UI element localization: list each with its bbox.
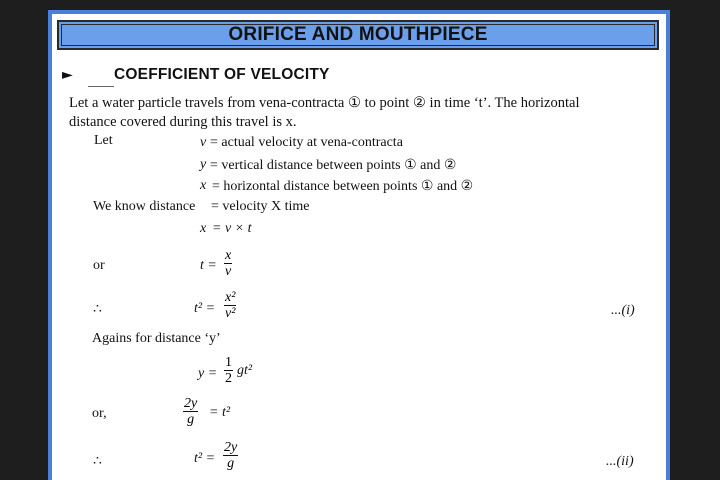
eq3-tag: ...(i) bbox=[611, 303, 635, 318]
def-text-v: = actual velocity at vena-contracta bbox=[210, 135, 403, 150]
eq6-tag: ...(ii) bbox=[606, 454, 634, 469]
bullet-arrow-icon: ► bbox=[62, 67, 73, 83]
eq2-fraction bbox=[224, 248, 232, 279]
eq6-numerator: 2y bbox=[224, 440, 238, 455]
intro-line-1: Let a water particle travels from vena-contracta ① to point ② in time ‘t’. The horizontal bbox=[69, 95, 580, 111]
eq4-denominator: 2 bbox=[225, 371, 232, 386]
eq1-rhs: = v × t bbox=[212, 221, 252, 236]
eq3-denominator: v² bbox=[225, 306, 236, 321]
again-label: Agains for distance ‘y’ bbox=[92, 331, 221, 346]
eq6-therefore: ∴ bbox=[93, 454, 102, 469]
title-bar bbox=[57, 20, 659, 50]
eq3-fraction bbox=[224, 290, 236, 321]
def-text-y: = vertical distance between points ① and ② bbox=[210, 158, 457, 173]
eq4-lhs: y = bbox=[198, 366, 218, 381]
eq5-numerator: 2y bbox=[184, 396, 198, 411]
def-symbol-v: v bbox=[200, 135, 207, 150]
eq5-denominator: g bbox=[187, 412, 195, 427]
eq5-fraction bbox=[183, 396, 198, 427]
def-text-x: = horizontal distance between points ① and ② bbox=[212, 179, 474, 194]
eq2-lhs: t = bbox=[200, 258, 217, 273]
we-know-label: We know distance bbox=[93, 199, 196, 214]
eq6-lhs: t² = bbox=[194, 451, 216, 466]
eq5-label: or, bbox=[92, 406, 107, 421]
eq4-numerator: 1 bbox=[225, 355, 232, 370]
eq1-lhs: x bbox=[200, 221, 207, 236]
eq4-fraction bbox=[224, 355, 233, 386]
let-label: Let bbox=[94, 133, 113, 148]
eq2-numerator: x bbox=[225, 248, 232, 263]
eq6-fraction bbox=[223, 440, 238, 471]
eq2-denominator: v bbox=[225, 264, 232, 279]
eq2-label: or bbox=[93, 258, 105, 273]
section-heading: COEFFICIENT OF VELOCITY bbox=[114, 66, 330, 83]
we-know-text: = velocity X time bbox=[211, 199, 310, 214]
eq3-lhs: t² = bbox=[194, 301, 216, 316]
page-title: ORIFICE AND MOUTHPIECE bbox=[228, 24, 488, 45]
document-page bbox=[52, 14, 666, 480]
eq3-numerator: x² bbox=[225, 290, 236, 305]
title-bar-inner bbox=[61, 24, 655, 46]
eq5-rhs: = t² bbox=[209, 405, 231, 420]
eq3-therefore: ∴ bbox=[93, 302, 102, 317]
eq4-rest: gt² bbox=[237, 363, 253, 378]
def-symbol-x: x bbox=[200, 178, 207, 193]
eq6-denominator: g bbox=[227, 456, 235, 471]
heading-underline bbox=[88, 86, 114, 87]
def-symbol-y: y bbox=[200, 157, 207, 172]
intro-line-2: distance covered during this travel is x. bbox=[69, 114, 297, 130]
